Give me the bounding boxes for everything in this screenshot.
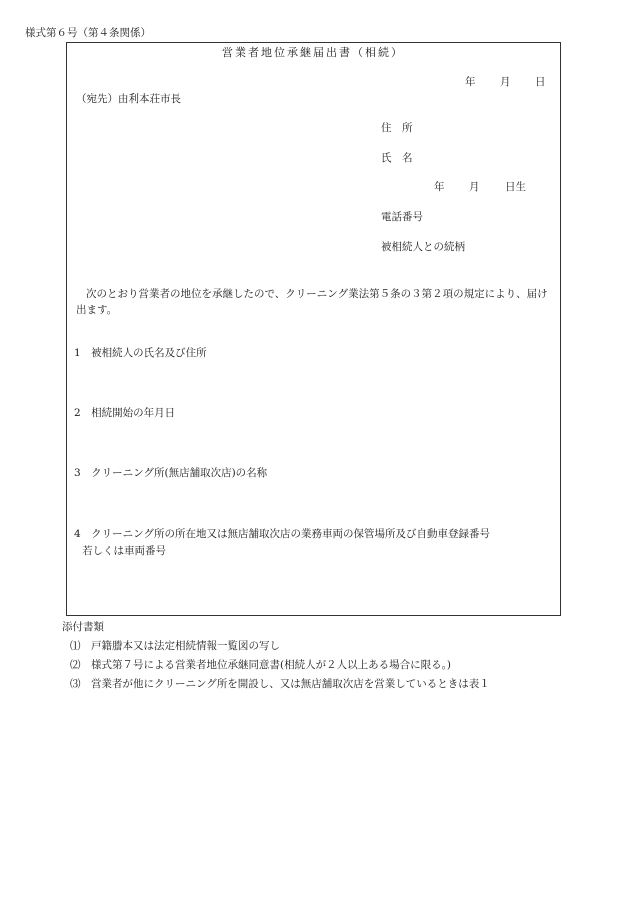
applicant-address-label: 住 所 [381, 122, 413, 134]
birth-day-label: 日生 [505, 181, 526, 193]
applicant-name-label: 氏 名 [381, 152, 413, 164]
date-year: 年 [465, 76, 476, 88]
item-4-label: 4 クリーニング所の所在地又は無店舗取次店の業務車両の保管場所及び自動車登録番号 [74, 528, 490, 540]
birth-year-label: 年 [434, 181, 445, 193]
form-label: 様式第６号（第４条関係） [25, 27, 151, 39]
item-4-continuation: 若しくは車両番号 [82, 545, 166, 557]
body-statement: 次のとおり営業者の地位を承継したので、クリーニング業法第５条の３第２項の規定により、届け出ます。 [76, 288, 548, 317]
date-month: 月 [500, 76, 511, 88]
item-1-label: 1 被相続人の氏名及び住所 [74, 347, 207, 359]
date-day: 日 [535, 76, 546, 88]
addressee: （宛先）由利本荘市長 [76, 93, 181, 105]
phone-label: 電話番号 [381, 211, 423, 223]
attachments-heading: 添付書類 [62, 621, 104, 633]
attachment-item-3: ⑶ 営業者が他にクリーニング所を開設し、又は無店舗取次店を営業しているときは表１ [70, 678, 490, 690]
relation-label: 被相続人との続柄 [381, 241, 465, 253]
birth-month-label: 月 [469, 181, 480, 193]
form-title: 営業者地位承継届出書（相続） [222, 46, 404, 59]
attachment-item-2: ⑵ 様式第７号による営業者地位承継同意書(相続人が２人以上ある場合に限る。) [70, 659, 451, 671]
item-2-label: 2 相続開始の年月日 [74, 407, 176, 419]
attachment-item-1: ⑴ 戸籍謄本又は法定相続情報一覧図の写し [70, 640, 280, 652]
item-3-label: 3 クリーニング所(無店舗取次店)の名称 [74, 467, 268, 479]
